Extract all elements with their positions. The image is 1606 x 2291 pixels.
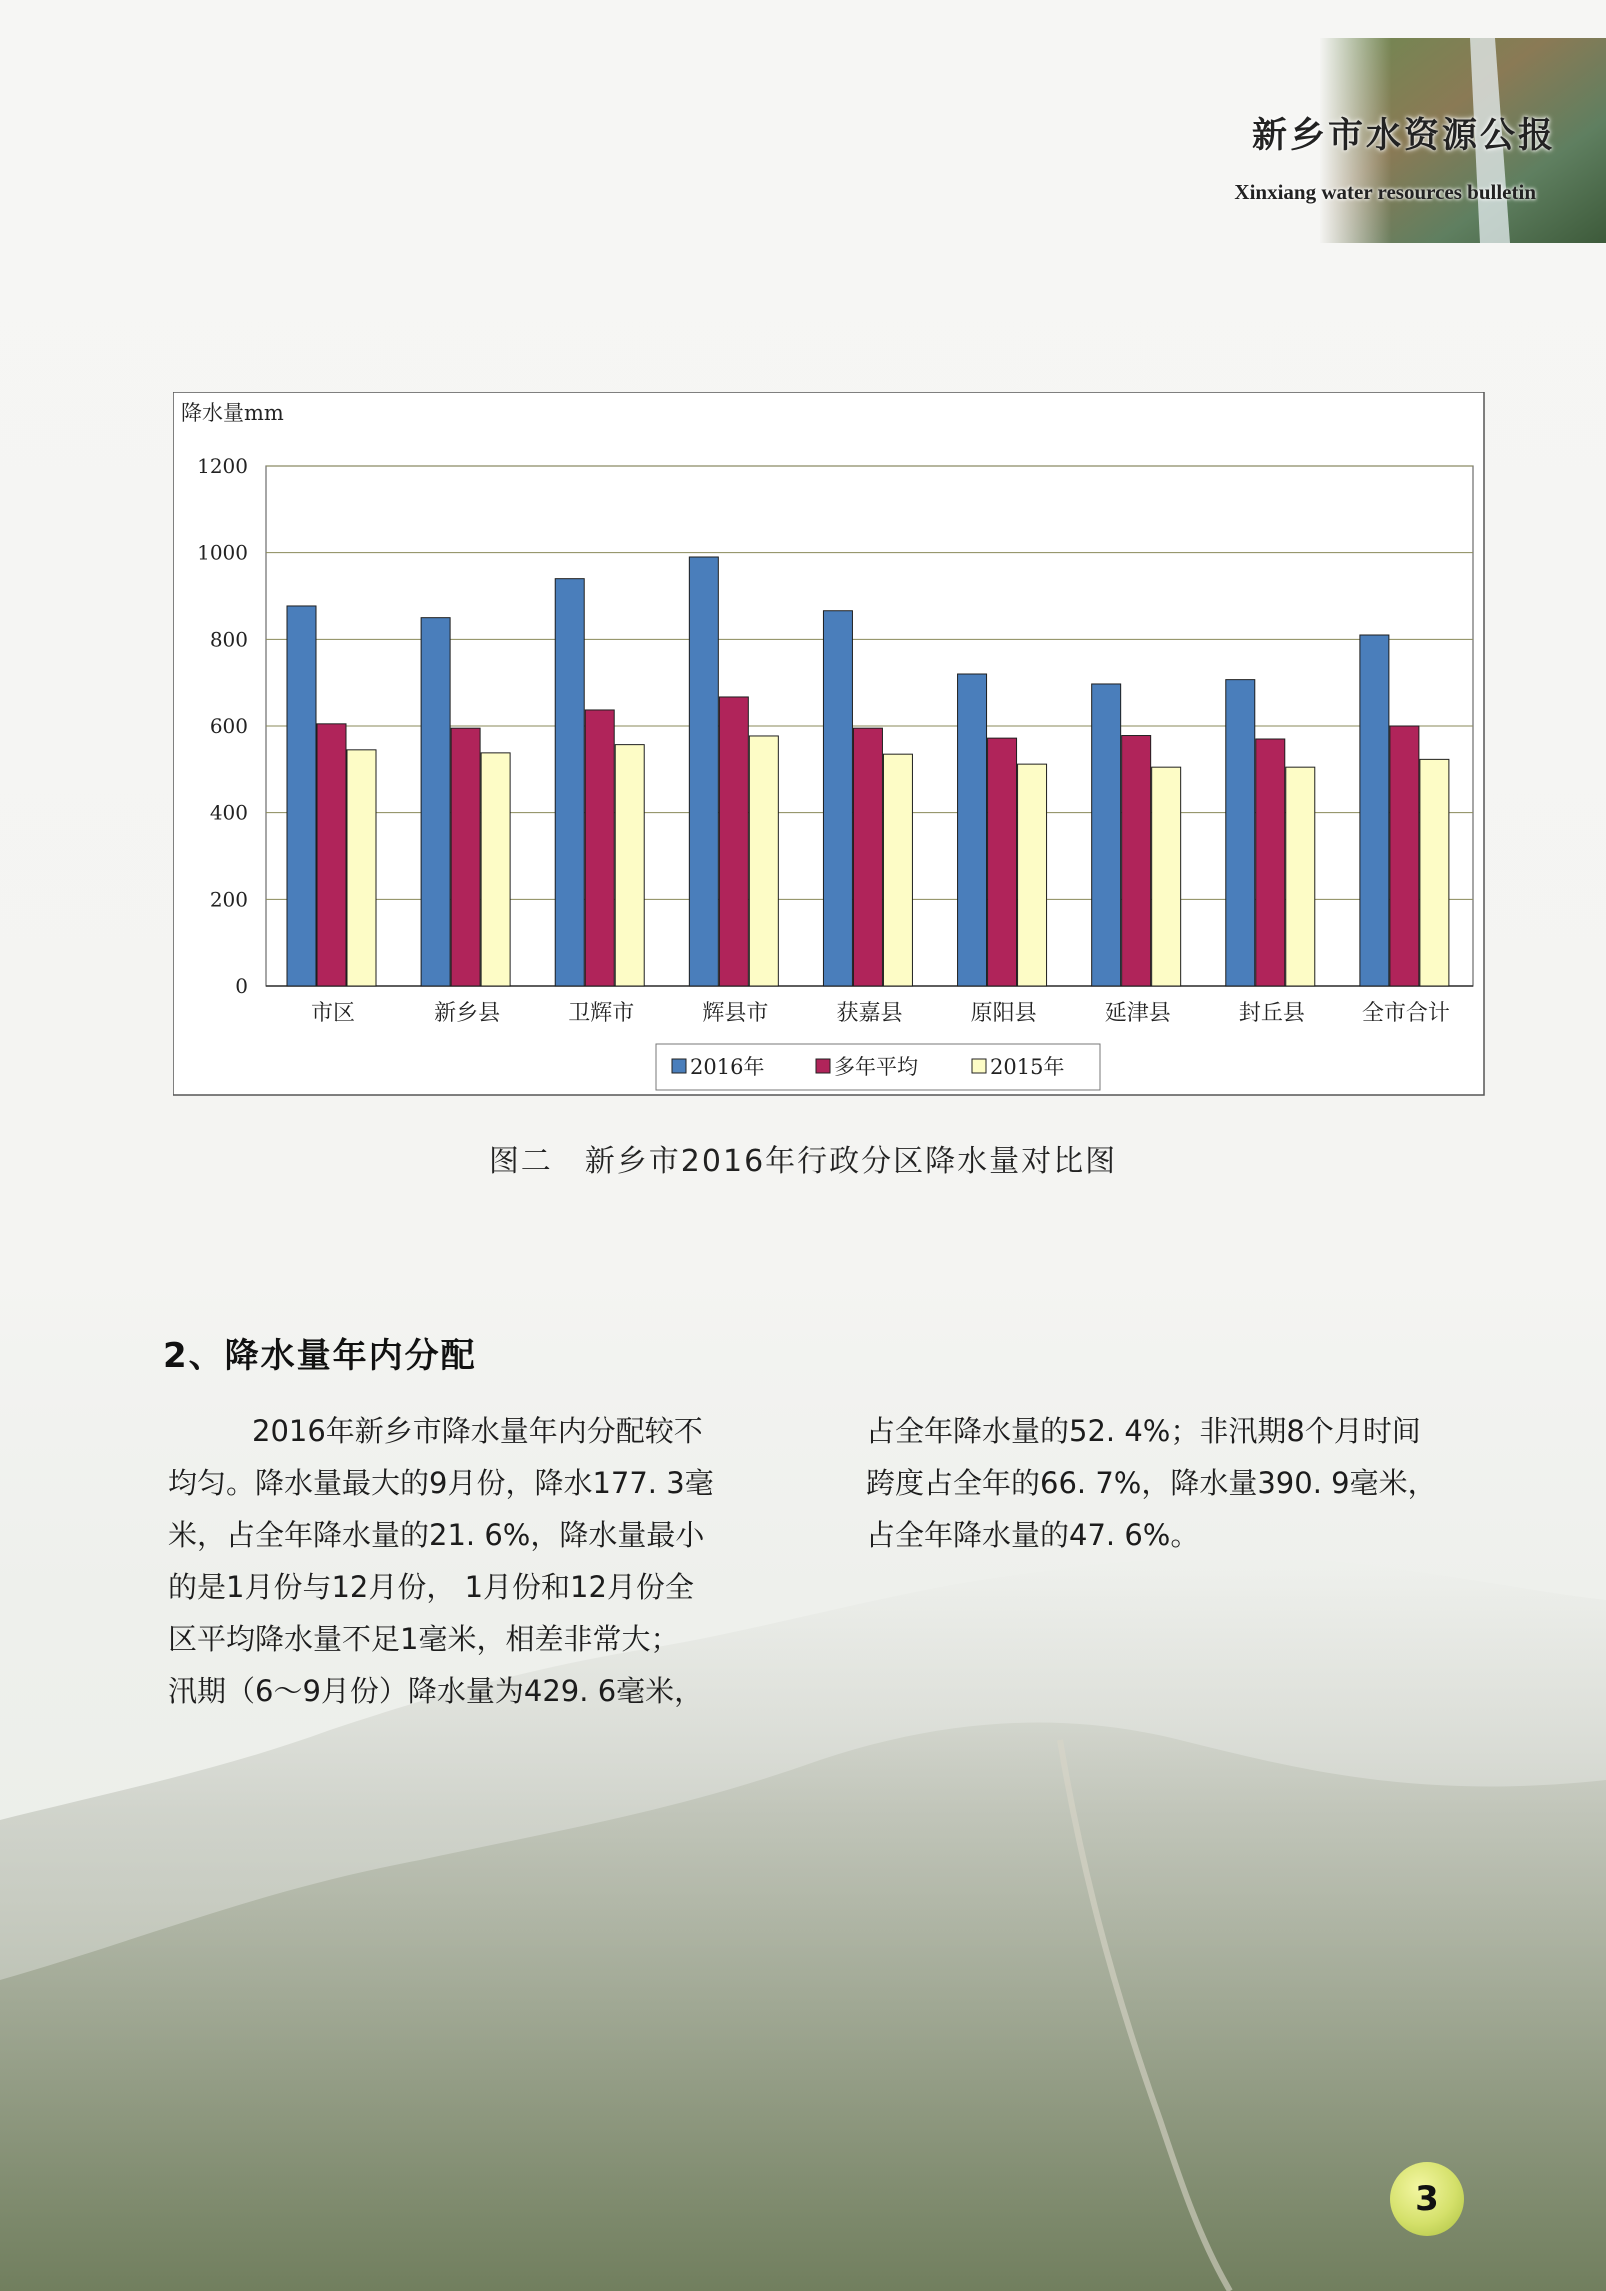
paragraph-line: 米，占全年降水量的21. 6%，降水量最小 <box>168 1518 705 1552</box>
section-heading: 2、降水量年内分配 <box>163 1336 477 1376</box>
bar-2016 <box>555 579 584 986</box>
paragraph-line: 汛期（6～9月份）降水量为429. 6毫米， <box>168 1674 704 1708</box>
y-tick-label: 600 <box>209 714 248 738</box>
legend-swatch <box>816 1059 830 1073</box>
bar-2016 <box>287 606 316 986</box>
bar-avg <box>317 724 346 986</box>
bar-avg <box>988 738 1017 986</box>
paragraph-line: 占全年降水量的52. 4%；非汛期8个月时间 <box>866 1414 1421 1448</box>
bar-2016 <box>1360 635 1389 986</box>
bar-2016 <box>421 618 450 986</box>
bar-2016 <box>1226 680 1255 986</box>
bar-2015 <box>883 754 912 986</box>
bar-avg <box>719 697 748 986</box>
y-tick-label: 0 <box>235 974 248 998</box>
bar-avg <box>585 710 614 986</box>
legend-label: 2016年 <box>690 1055 765 1079</box>
bar-2016 <box>1092 684 1121 986</box>
paragraph-line: 均匀。降水量最大的9月份，降水177. 3毫 <box>168 1466 714 1500</box>
x-category-label: 新乡县 <box>434 1001 501 1026</box>
x-category-label: 获嘉县 <box>836 1001 903 1026</box>
precipitation-chart <box>173 392 1485 1100</box>
bar-2015 <box>615 745 644 986</box>
y-tick-label: 400 <box>209 800 248 825</box>
bar-avg <box>1122 736 1151 986</box>
y-tick-label: 1000 <box>197 540 248 565</box>
legend-swatch <box>672 1059 686 1073</box>
y-tick-label: 800 <box>209 627 248 652</box>
x-category-label: 原阳县 <box>970 1001 1037 1026</box>
bar-2016 <box>958 674 987 986</box>
x-category-label: 市区 <box>311 1001 356 1026</box>
paragraph-line: 区平均降水量不足1毫米，相差非常大； <box>168 1622 680 1656</box>
legend-label: 2015年 <box>990 1055 1065 1079</box>
bulletin-title: 新乡市水资源公报 <box>1251 115 1556 156</box>
paragraph-line: 占全年降水量的47. 6%。 <box>866 1518 1200 1552</box>
bar-2015 <box>1286 767 1315 986</box>
legend-swatch <box>972 1059 986 1073</box>
bar-avg <box>1256 739 1285 986</box>
bar-2015 <box>1018 764 1047 986</box>
bulletin-subtitle: Xinxiang water resources bulletin <box>1234 180 1536 204</box>
body-text-left <box>168 1405 768 1717</box>
x-category-label: 卫辉市 <box>568 1001 635 1026</box>
bar-avg <box>451 728 480 986</box>
y-tick-label: 1200 <box>197 454 248 478</box>
paragraph-line: 的是1月份与12月份， 1月份和12月份全 <box>168 1570 694 1604</box>
bar-2015 <box>1420 759 1449 986</box>
y-tick-label: 200 <box>209 887 248 912</box>
bar-2015 <box>481 753 510 986</box>
bar-2015 <box>347 750 376 986</box>
x-category-label: 全市合计 <box>1361 1001 1450 1026</box>
x-category-label: 封丘县 <box>1238 1001 1305 1026</box>
bar-2016 <box>689 557 718 986</box>
y-axis-title: 降水量mm <box>181 401 284 425</box>
bar-2015 <box>749 736 778 986</box>
bar-2016 <box>823 611 852 986</box>
bar-avg <box>853 728 882 986</box>
figure-caption: 图二 新乡市2016年行政分区降水量对比图 <box>488 1144 1118 1179</box>
paragraph-line: 2016年新乡市降水量年内分配较不 <box>252 1414 703 1448</box>
page-number: 3 <box>1390 2162 1464 2236</box>
x-category-label: 辉县市 <box>702 1001 769 1026</box>
x-category-label: 延津县 <box>1104 1001 1171 1026</box>
bar-2015 <box>1152 767 1181 986</box>
paragraph-line: 跨度占全年的66. 7%，降水量390. 9毫米， <box>866 1466 1437 1500</box>
chart-svg <box>173 392 1485 1096</box>
bar-avg <box>1390 726 1419 986</box>
legend-label: 多年平均 <box>834 1055 918 1079</box>
body-text-right <box>866 1405 1466 1561</box>
